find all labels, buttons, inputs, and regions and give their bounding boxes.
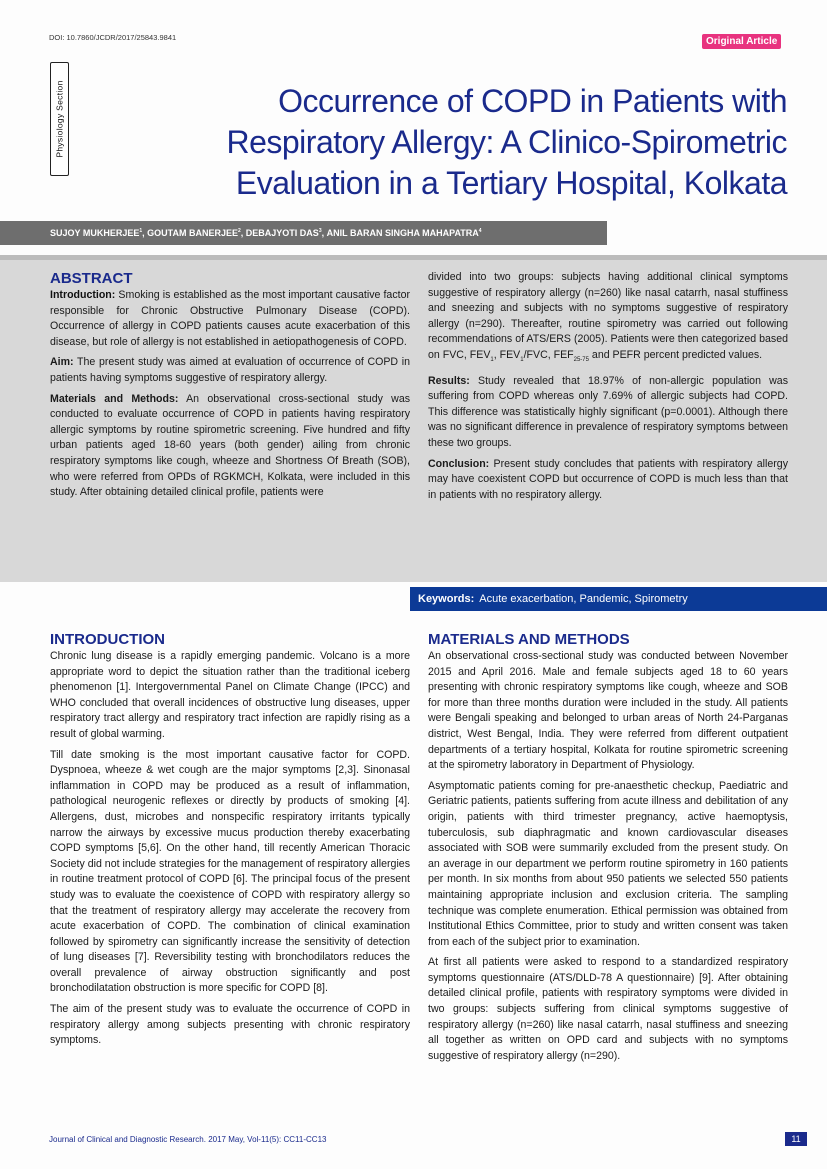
doi-text: DOI: 10.7860/JCDR/2017/25843.9841 bbox=[49, 33, 177, 42]
author: DEBAJYOTI DAS$^3$ bbox=[245, 228, 322, 238]
page-number: 11 bbox=[785, 1132, 807, 1146]
section-label-text: Physiology Section bbox=[54, 80, 65, 158]
materials-methods-section bbox=[428, 631, 788, 1069]
article-title: Occurrence of COPD in Patients with Respiratory Allergy: A Clinico-Spirometric Evaluation in a Tertiary Hospital, Kolkata bbox=[226, 83, 787, 202]
introduction-heading: INTRODUCTION bbox=[50, 631, 165, 648]
introduction-section bbox=[50, 631, 410, 1054]
author: GOUTAM BANERJEE$^2$ bbox=[147, 228, 241, 238]
abstract-aim: Aim: The present study was aimed at evaluation of occurrence of COPD in patients having symptoms suggestive of respiratory allergy. bbox=[50, 356, 410, 384]
author: ANIL BARAN SINGHA MAHAPATRA$^4$ bbox=[326, 228, 482, 238]
materials-methods-heading: MATERIALS AND METHODS bbox=[428, 631, 630, 648]
abstract-results: Results: Study revealed that 18.97% of non-allergic population was suffering from COPD whereas only 7.69% of allergic subjects had COPD. This difference was statistically highly significant (p=0.0001). Although there was no significant difference in prevalence of respiratory symptoms between these two groups. bbox=[428, 374, 788, 450]
footer-journal: Journal of Clinical and Diagnostic Research. 2017 May, Vol-11(5): CC11-CC13 bbox=[49, 1135, 327, 1144]
keywords-bar bbox=[410, 587, 827, 611]
abstract-right-column bbox=[428, 270, 788, 508]
paragraph: Till date smoking is the most important causative factor for COPD. Dyspnoea, wheeze & wet cough are the major symptoms [2,3]. Sinonasal inflammation in COPD may be produced as a result of inflammation, pathological neurogenic reflexes or directly by products of smoking [4]. Allergens, dust, microbes and nonspecific respiratory irritants typically narrow the airways by excessive mucus production thereby exacerbating COPD symptoms [5,6]. On the other hand, till recently American Thoracic Society did not include strategies for the management of respiratory allergies in routine treatment protocol of COPD [6]. The principal focus of the present study was to evaluate the coexistence of COPD with respiratory allergy so that the treatment of respiratory allergy may accelerate the recovery from acute exacerbation of COPD. The combination of clinical examination followed by spirometry can significantly increase the sensitivity of detection of lung diseases [7]. Reversibility testing with bronchodilators reduces the overall prevalence of airway obstruction significantly and post bronchodilatation obstruction is more specific for COPD [8]. bbox=[50, 748, 410, 995]
paragraph: At first all patients were asked to respond to a standardized respiratory symptoms questionnaire (ATS/DLD-78 A questionnaire) [9]. After obtaining detailed clinical profile, patients with respiratory symptoms were divided in two groups: subjects suffering from clinical symptoms suggestive of respiratory allergy (n=260) like nasal catarrh, nasal stuffiness and sneezing all together as written on OPD card and subjects with no symptoms suggestive of respiratory allergy (n=290). bbox=[428, 956, 788, 1062]
abstract-left-column bbox=[50, 270, 410, 506]
abstract-conclusion: Conclusion: Present study concludes that patients with respiratory allergy may have coexistent COPD but occurrence of COPD is much less than that in patients with no respiratory allergy. bbox=[428, 457, 788, 501]
abstract-methods: Materials and Methods: An observational cross-sectional study was conducted to evaluate occurrence of COPD in patients having respiratory allergic symptoms by routine spirometric screening. Five hundred and fifty urban patients aged 18-60 years (both gender) ailing from chronic respiratory symptoms like cough, wheeze and Shortness Of Breath (SOB), who were referred from OPDs of RGKMCH, Kolkata, were included in this study. After obtaining detailed clinical profile, patients were bbox=[50, 392, 411, 499]
abstract-heading: ABSTRACT bbox=[50, 270, 133, 287]
authors-bar: SUJOY MUKHERJEE$^1$ , GOUTAM BANERJEE$^2$ , DEBAJYOTI DAS$^3$ , ANIL BARAN SINGHA MAHAPATRA$^4$ bbox=[0, 221, 607, 245]
keywords-label: Keywords: bbox=[418, 593, 475, 605]
section-label bbox=[50, 62, 69, 176]
abstract-methods-cont: divided into two groups: subjects having additional clinical symptoms suggestive of respiratory allergy (n=260) like nasal catarrh, nasal stuffiness and sneezing and subjects with no symptoms suggestive of respiratory allergy (n=290). Thereafter, routine spirometry was carried out following recommendations of ATS/ERS (2005). Patients were then categorized based on FVC, $FEV_1$, $FEV_1$/FVC, $FEF_{25-75}$ and PEFR percent predicted values. bbox=[428, 271, 788, 364]
keywords-value: Acute exacerbation, Pandemic, Spirometry bbox=[479, 593, 688, 605]
paragraph: The aim of the present study was to evaluate the occurrence of COPD in respiratory allergy among subjects presenting with chronic respiratory symptoms. bbox=[50, 1003, 410, 1047]
abstract-introduction: Introduction: Smoking is established as the most important causative factor responsible for Chronic Obstructive Pulmonary Disease (COPD). Occurrence of allergy in COPD patients causes acute exacerbation of this disease, but role of allergy is not established in aetiopathogenesis of COPD. bbox=[50, 289, 410, 348]
paragraph: Asymptomatic patients coming for pre-anaesthetic checkup, Paediatric and Geriatric patients, patients suffering from acute illness and debilitation of any origin, patients with third trimester pregnancy, active haemoptysis, tuberculosis, sub diaphragmatic and known cardiovascular diseases associated with SOB were summarily excluded from the present study. On an average in our department we perform routine spirometry in 160 patients per month. In six months from about 950 patients we selected 550 patients maintaining appropriate inclusion and exclusion criteria. The sampling technique was complete enumeration. Ethical permission was obtained from Institutional Ethics Committee, prior to study and written consent was taken from each of the subject prior to examination. bbox=[428, 779, 788, 948]
article-type-badge: Original Article bbox=[702, 34, 781, 49]
paragraph: Chronic lung disease is a rapidly emerging pandemic. Volcano is a more appropriate word to depict the situation rather than the traditional iceberg phenomenon [1]. Intergovernmental Panel on Climate Change (IPCC) and WHO concluded that overall incidences of obstructive lung diseases, upper respiratory tract allergy and respiratory tract infection are rapidly rising as a result of global warming. bbox=[50, 650, 410, 740]
author: SUJOY MUKHERJEE$^1$ bbox=[50, 228, 143, 238]
paragraph: An observational cross-sectional study was conducted between November 2015 and April 2016. Male and female subjects aged 18 to 60 years presenting with chronic respiratory symptoms like cough, wheeze and SOB for more than three months duration were included in the study. All patients were Bengali speaking and belonged to urban areas of North 24-Parganas district, West Bengal, India. They were referred from different outpatient departments of a tertiary hospital, Kolkata for routine spirometric screening at the spirometry laboratory in Department of Physiology. bbox=[428, 650, 788, 772]
